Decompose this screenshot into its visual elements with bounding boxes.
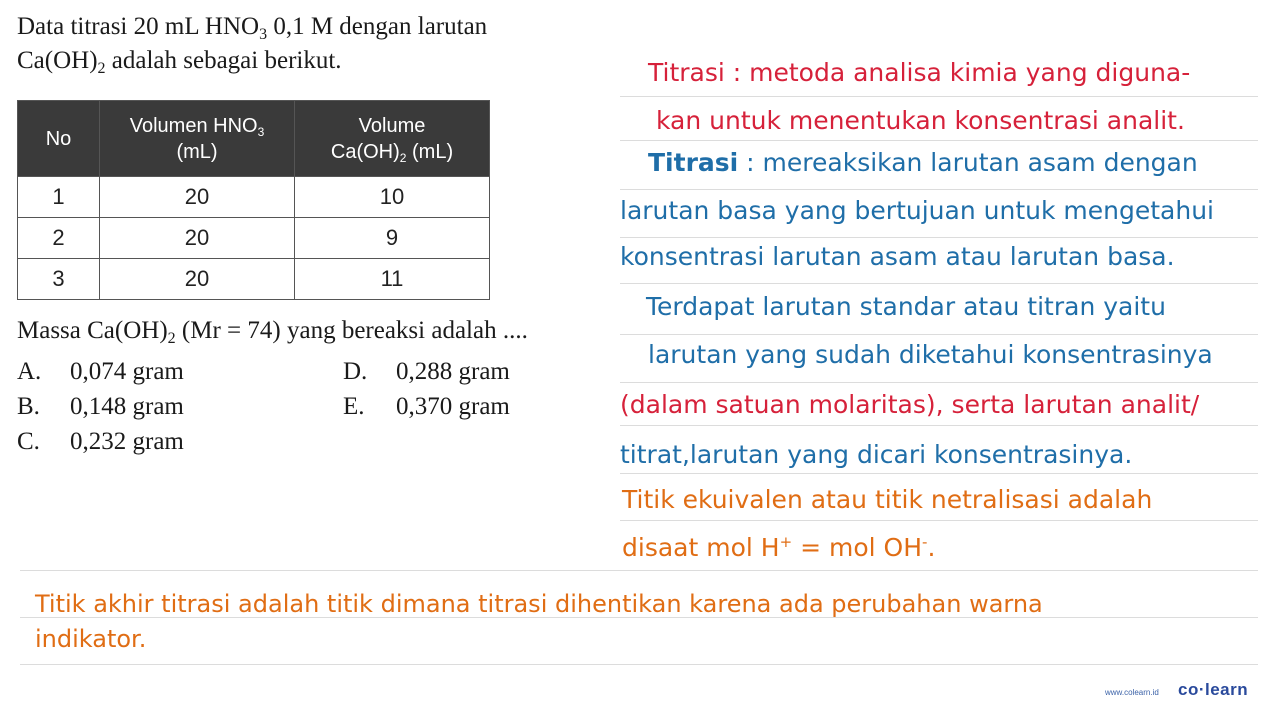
note-orange-4: indikator. bbox=[35, 625, 147, 653]
note-red-2: kan untuk menentukan konsentrasi analit. bbox=[656, 106, 1185, 135]
question-intro bbox=[17, 10, 487, 78]
rule-line bbox=[20, 570, 1258, 571]
subscript: 2 bbox=[167, 330, 176, 347]
question-text: (Mr = 74) yang bereaksi adalah .... bbox=[175, 317, 528, 344]
header-text: Ca(OH) bbox=[330, 140, 400, 163]
table-header-row bbox=[18, 101, 490, 177]
header-no: No bbox=[18, 101, 100, 177]
subscript: 2 bbox=[399, 150, 407, 165]
cell-caoh: 10 bbox=[295, 177, 490, 218]
subscript: 3 bbox=[259, 26, 268, 43]
rule-line bbox=[20, 664, 1258, 665]
note-red-1: Titrasi : metoda analisa kimia yang diguna- bbox=[648, 58, 1191, 87]
rule-line bbox=[620, 140, 1258, 141]
option-text: 0,148 gram bbox=[70, 393, 184, 420]
question-text: Data titrasi 20 mL HNO bbox=[17, 13, 260, 40]
cell-caoh: 9 bbox=[295, 218, 490, 259]
option-a[interactable] bbox=[17, 357, 184, 387]
note-orange-3: Titik akhir titrasi adalah titik dimana titrasi dihentikan karena ada perubahan warna bbox=[35, 590, 1043, 618]
note-blue-4: Terdapat larutan standar atau titran yaitu bbox=[646, 292, 1166, 321]
option-d[interactable] bbox=[343, 357, 510, 387]
note-blue-2: larutan basa yang bertujuan untuk mengetahui bbox=[620, 196, 1214, 225]
rule-line bbox=[620, 473, 1258, 474]
titration-table bbox=[17, 100, 490, 300]
cell-no: 1 bbox=[18, 177, 100, 218]
cell-no: 2 bbox=[18, 218, 100, 259]
question-text: Ca(OH) bbox=[17, 47, 98, 74]
note-red-3: (dalam satuan molaritas), serta larutan analit/ bbox=[620, 390, 1200, 419]
question-text: adalah sebagai berikut. bbox=[105, 47, 342, 74]
table-row bbox=[18, 259, 490, 300]
note-text: disaat mol H bbox=[622, 533, 780, 562]
option-label: E. bbox=[343, 393, 365, 420]
header-text: Volumen HNO bbox=[129, 114, 258, 137]
note-blue-3: konsentrasi larutan asam atau larutan basa. bbox=[620, 242, 1175, 271]
subscript: 2 bbox=[97, 60, 106, 77]
header-text: (mL) bbox=[406, 140, 454, 163]
note-text: = mol OH bbox=[792, 533, 923, 562]
note-blue-6: titrat,larutan yang dicari konsentrasinya. bbox=[620, 440, 1133, 469]
note-text: : mereaksikan larutan asam dengan bbox=[738, 148, 1198, 177]
rule-line bbox=[620, 283, 1258, 284]
option-e[interactable] bbox=[343, 392, 510, 422]
note-blue-5: larutan yang sudah diketahui konsentrasinya bbox=[648, 340, 1213, 369]
site-url: www.colearn.id bbox=[1105, 688, 1159, 697]
option-text: 0,232 gram bbox=[70, 428, 184, 455]
option-c[interactable] bbox=[17, 427, 184, 457]
cell-no: 3 bbox=[18, 259, 100, 300]
header-text: (mL) bbox=[176, 140, 218, 163]
option-text: 0,370 gram bbox=[396, 393, 510, 420]
question-text: Massa Ca(OH) bbox=[17, 317, 168, 344]
header-caoh bbox=[295, 101, 490, 177]
rule-line bbox=[620, 334, 1258, 335]
option-text: 0,288 gram bbox=[396, 358, 510, 385]
cell-hno3: 20 bbox=[100, 177, 295, 218]
colearn-logo: co·learn bbox=[1178, 680, 1249, 699]
rule-line bbox=[620, 237, 1258, 238]
table-row bbox=[18, 218, 490, 259]
table-row bbox=[18, 177, 490, 218]
note-orange-2 bbox=[622, 533, 935, 563]
superscript: - bbox=[922, 533, 928, 551]
option-label: A. bbox=[17, 358, 42, 385]
cell-hno3: 20 bbox=[100, 259, 295, 300]
header-text: Volume bbox=[358, 114, 426, 137]
option-b[interactable] bbox=[17, 392, 184, 422]
cell-caoh: 11 bbox=[295, 259, 490, 300]
option-label: D. bbox=[343, 358, 368, 385]
superscript: + bbox=[779, 533, 793, 551]
subscript: 3 bbox=[257, 124, 265, 139]
cell-hno3: 20 bbox=[100, 218, 295, 259]
note-orange-1: Titik ekuivalen atau titik netralisasi adalah bbox=[622, 485, 1153, 514]
option-text: 0,074 gram bbox=[70, 358, 184, 385]
rule-line bbox=[620, 382, 1258, 383]
rule-line bbox=[620, 189, 1258, 190]
rule-line bbox=[620, 425, 1258, 426]
question-text: 0,1 M dengan larutan bbox=[267, 13, 488, 40]
option-label: B. bbox=[17, 393, 40, 420]
note-bold-term: Titrasi bbox=[648, 148, 739, 177]
rule-line bbox=[620, 520, 1258, 521]
note-blue-1 bbox=[648, 148, 1198, 178]
option-label: C. bbox=[17, 428, 40, 455]
question-prompt bbox=[17, 314, 528, 348]
rule-line bbox=[620, 96, 1258, 97]
note-text: . bbox=[927, 533, 936, 562]
header-hno3 bbox=[100, 101, 295, 177]
